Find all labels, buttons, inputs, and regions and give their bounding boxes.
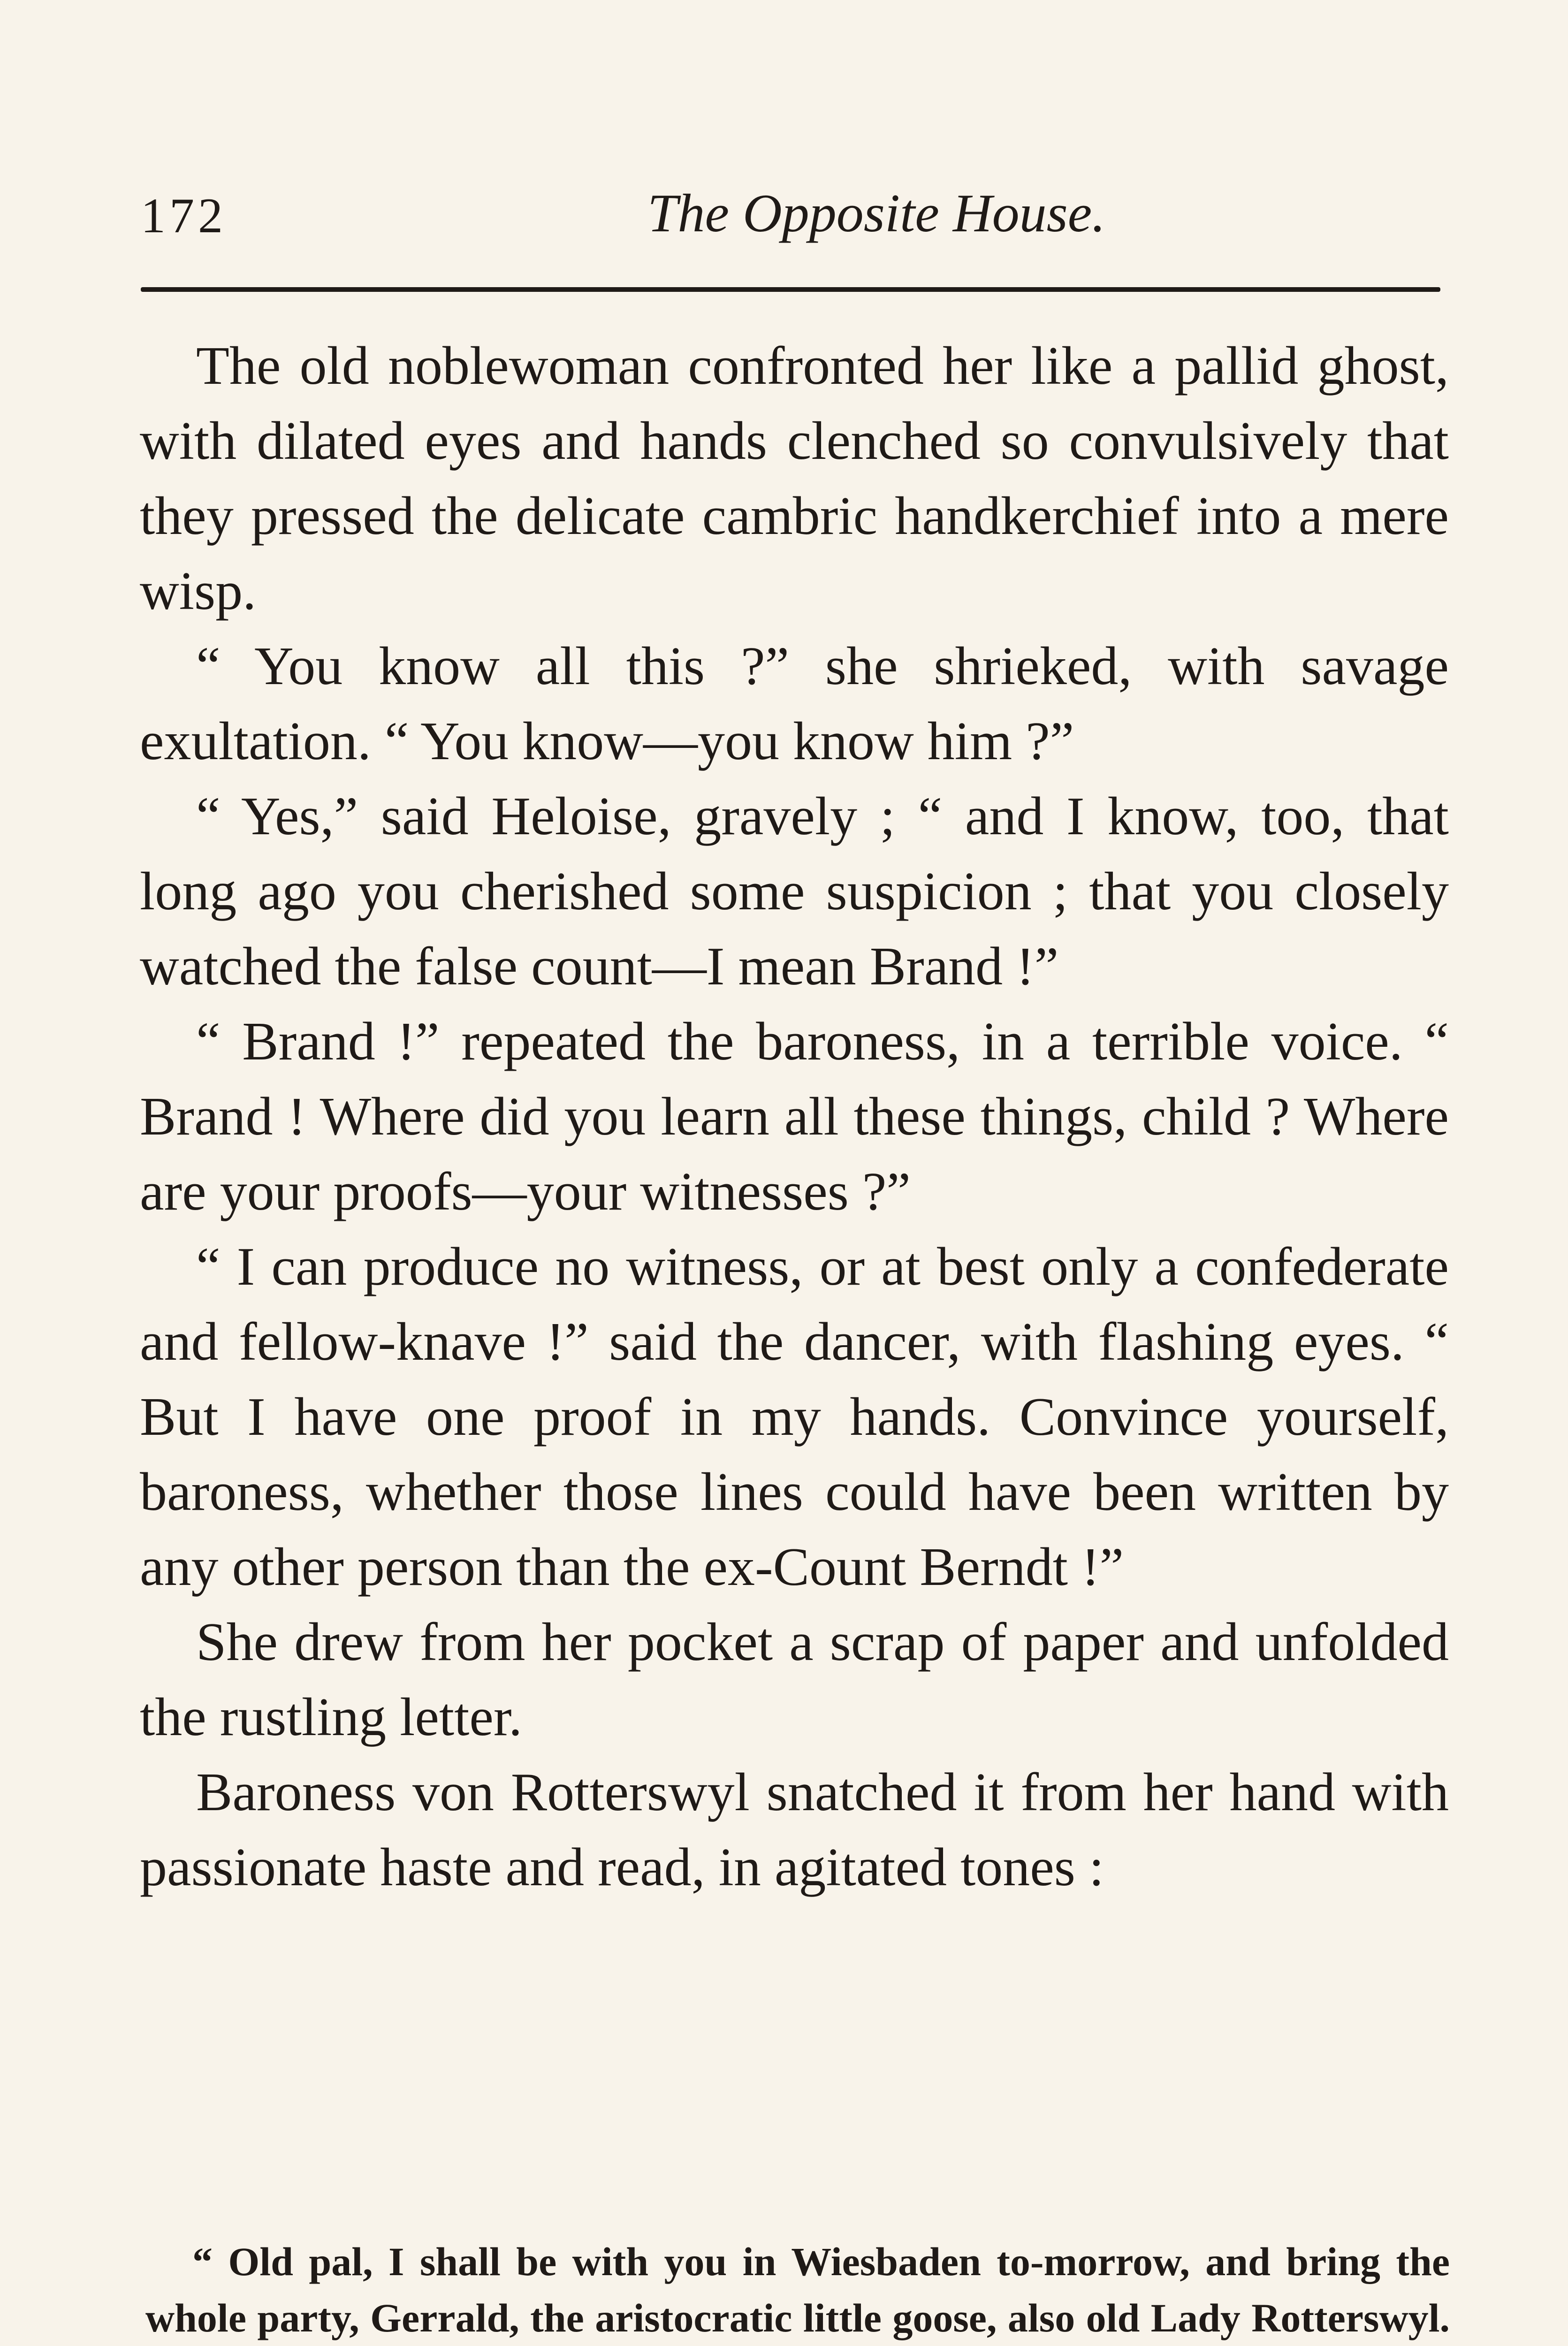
quoted-letter [145, 2233, 1450, 2346]
page-number: 172 [141, 188, 227, 243]
paragraph: The old noblewoman confronted her like a pallid ghost, with dilated eyes and hands clenched so convulsively that they pressed the delicate cambric handkerchief into a mere wisp. [140, 336, 1449, 621]
paragraph: She drew from her pocket a scrap of paper and unfolded the rustling letter. [140, 1612, 1449, 1747]
paragraph: “ Brand !” repeated the baroness, in a terrible voice. “ Brand ! Where did you learn all these things, child ? Where are your proofs—your witnesses ?” [140, 1012, 1449, 1222]
letter-text: “ Old pal, I shall be with you in Wiesbaden to-morrow, and bring the whole party, Gerrald, the aristocratic little goose, also old Lady Rotterswyl. [145, 2239, 1450, 2340]
paragraph: “ You know all this ?” she shrieked, with savage exultation. “ You know—you know him ?” [140, 636, 1449, 771]
body-text [140, 328, 1449, 1905]
header-rule [141, 287, 1440, 292]
page-header [141, 178, 1445, 253]
paragraph: “ I can produce no witness, or at best only a confederate and fellow-knave !” said the dancer, with flashing eyes. “ But I have one proof in my hands. Convince yourself, baroness, whether those lines could have been written by any other person than the ex-Count Berndt !” [140, 1237, 1449, 1597]
paragraph: “ Yes,” said Heloise, gravely ; “ and I know, too, that long ago you cherished some suspicion ; that you closely watched the false count—I mean Brand !” [140, 786, 1449, 997]
running-title: The Opposite House. [647, 183, 1106, 244]
paragraph: Baroness von Rotterswyl snatched it from her hand with passionate haste and read, in agitated tones : [140, 1762, 1449, 1897]
